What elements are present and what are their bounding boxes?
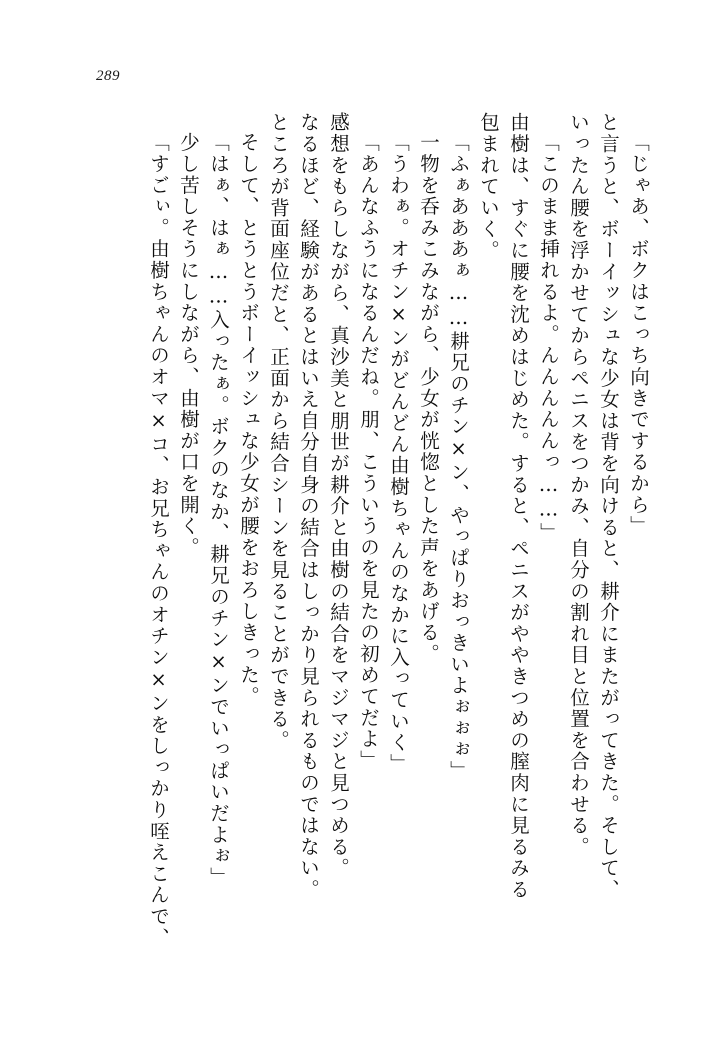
text-line: そして、とうとうボーイッシュな少女が腰をおろしきった。 bbox=[237, 132, 260, 708]
text-line: 「すごぃ。由樹ちゃんのオマ×コ、お兄ちゃんのオチン×ンをしっかり咥えこんで、 bbox=[147, 132, 170, 949]
text-line: 「あんなふうになるんだね。朋、こういうのを見たの初めてだよ」 bbox=[357, 132, 380, 771]
text-line: いったん腰を浮かせてからペニスをつかみ、自分の割れ目と位置を合わせる。 bbox=[567, 112, 590, 858]
vertical-text-body bbox=[58, 112, 648, 972]
text-line: 「ふぁあああぁ……耕兄のチン×ン、やっぱりおっきいよぉぉぉ」 bbox=[447, 132, 470, 782]
text-line: 感想をもらしながら、真沙美と朋世が耕介と由樹の結合をマジマジと見つめる。 bbox=[327, 112, 350, 879]
text-line: 「じゃあ、ボクはこっち向きでするから」 bbox=[627, 132, 650, 537]
text-line: 「このまま挿れるよ。んんんんんっ……」 bbox=[537, 132, 560, 544]
text-line: 「うわぁ。オチン×ンがどんどん由樹ちゃんのなかに入っていく」 bbox=[387, 132, 410, 775]
text-line: ところが背面座位だと、正面から結合シーンを見ることができる。 bbox=[267, 112, 290, 751]
text-line: 一物を呑みこみながら、少女が恍惚とした声をあげる。 bbox=[417, 132, 440, 665]
text-line: 少し苦しそうにしながら、由樹が口を開く。 bbox=[177, 132, 200, 558]
text-line: 包まれていく。 bbox=[477, 112, 500, 262]
text-line: 「はぁ、はぁ……入ったぁ。ボクのなか、耕兄のチン×ンでいっぱいだよぉ」 bbox=[207, 132, 230, 888]
text-line: と言うと、ボーイッシュな少女は背を向けると、耕介にまたがってきた。そして、 bbox=[597, 112, 620, 901]
text-line: なるほど、経験があるとはいえ自分自身の結合はしっかり見られるものではない。 bbox=[297, 112, 320, 901]
page-number: 289 bbox=[96, 68, 120, 84]
text-line: 由樹は、すぐに腰を沈めはじめた。すると、ペニスがややきつめの膣肉に見るみる bbox=[507, 112, 530, 901]
